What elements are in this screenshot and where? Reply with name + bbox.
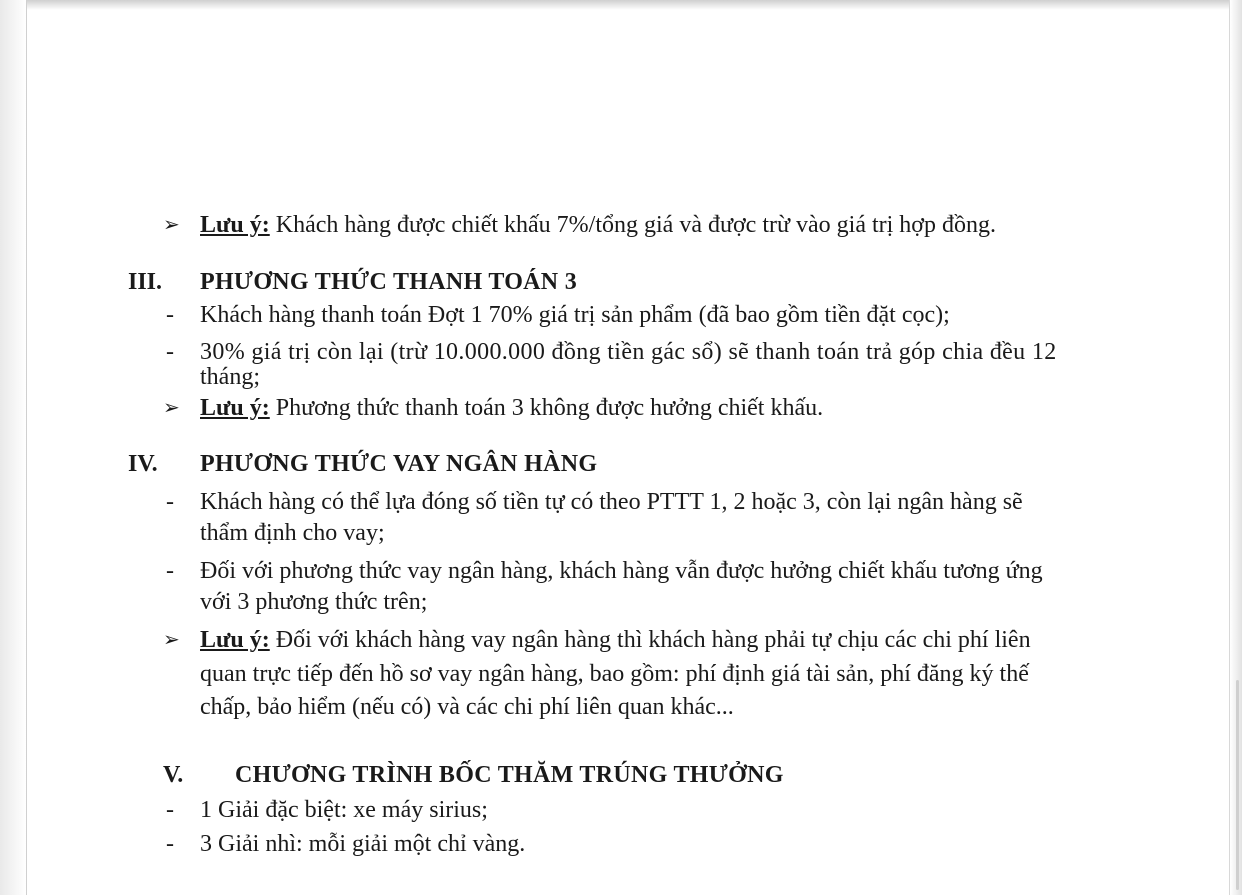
list-item: Đối với phương thức vay ngân hàng, khách hàng vẫn được hưởng chiết khấu tương ứng xyxy=(200,558,1043,584)
dash-bullet-icon: - xyxy=(166,339,174,365)
scrollbar-thumb[interactable] xyxy=(1236,680,1239,890)
note-text: Đối với khách hàng vay ngân hàng thì khách hàng phải tự chịu các chi phí liên xyxy=(269,627,1031,653)
section-4-note-continuation: chấp, bảo hiểm (nếu có) và các chi phí liên quan khác... xyxy=(200,694,734,720)
list-item-continuation: tháng; xyxy=(200,364,260,390)
arrow-bullet-icon: ➢ xyxy=(163,627,180,651)
section-4-numeral: IV. xyxy=(128,451,158,477)
list-item-continuation: với 3 phương thức trên; xyxy=(200,589,428,615)
list-item: Khách hàng thanh toán Đợt 1 70% giá trị sản phẩm (đã bao gồm tiền đặt cọc); xyxy=(200,302,950,328)
note-text: Khách hàng được chiết khấu 7%/tổng giá và được trừ vào giá trị hợp đồng. xyxy=(269,212,996,238)
list-item: 1 Giải đặc biệt: xe máy sirius; xyxy=(200,797,488,823)
section-4-note xyxy=(200,625,1031,655)
section-3-note xyxy=(200,393,823,423)
dash-bullet-icon: - xyxy=(166,302,174,328)
note-top xyxy=(200,210,996,240)
arrow-bullet-icon: ➢ xyxy=(163,395,180,419)
note-label: Lưu ý: xyxy=(200,395,270,421)
dash-bullet-icon: - xyxy=(166,797,174,823)
list-item: 3 Giải nhì: mỗi giải một chỉ vàng. xyxy=(200,831,526,857)
dash-bullet-icon: - xyxy=(166,831,174,857)
dash-bullet-icon: - xyxy=(166,558,174,584)
section-3-numeral: III. xyxy=(128,269,163,295)
section-4-title: PHƯƠNG THỨC VAY NGÂN HÀNG xyxy=(200,451,598,477)
note-label: Lưu ý: xyxy=(200,627,270,653)
note-text: Phương thức thanh toán 3 không được hưởng chiết khấu. xyxy=(269,395,824,421)
section-5-title: CHƯƠNG TRÌNH BỐC THĂM TRÚNG THƯỞNG xyxy=(235,762,784,788)
note-label: Lưu ý: xyxy=(200,212,270,238)
dash-bullet-icon: - xyxy=(166,489,174,515)
list-item: 30% giá trị còn lại (trừ 10.000.000 đồng tiền gác sổ) sẽ thanh toán trả góp chia đều 12 xyxy=(200,339,1057,365)
section-4-note-continuation: quan trực tiếp đến hồ sơ vay ngân hàng, bao gồm: phí định giá tài sản, phí đăng ký thế xyxy=(200,661,1029,687)
list-item-continuation: thẩm định cho vay; xyxy=(200,520,385,546)
section-3-title: PHƯƠNG THỨC THANH TOÁN 3 xyxy=(200,269,578,295)
list-item: Khách hàng có thể lựa đóng số tiền tự có theo PTTT 1, 2 hoặc 3, còn lại ngân hàng sẽ xyxy=(200,489,1023,515)
section-5-numeral: V. xyxy=(163,762,184,788)
arrow-bullet-icon: ➢ xyxy=(163,212,180,236)
